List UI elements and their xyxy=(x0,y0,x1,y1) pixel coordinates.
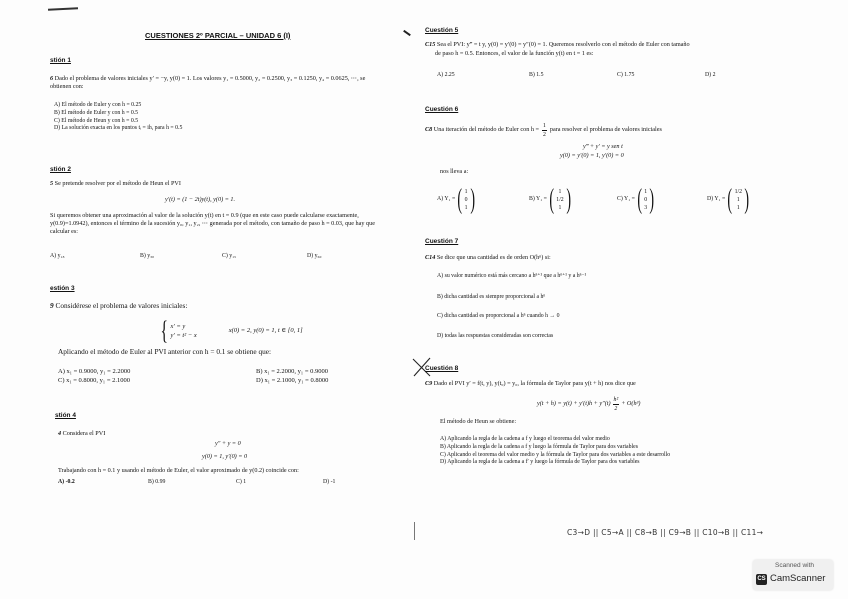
q2-heading: stión 2 xyxy=(50,166,71,173)
q3-text: Aplicando el método de Euler al PVI anterior con h = 0.1 se obtiene que: xyxy=(58,347,272,356)
q1-option-d[interactable]: D) La solución exacta en los puntos tᵢ = ih, para h = 0.5 xyxy=(54,125,183,132)
vec-entry: 1 xyxy=(558,205,562,211)
q1-option-a[interactable]: A) El método de Euler y con h = 0.25 xyxy=(54,102,142,108)
q2-option-d[interactable]: D) y₆₀ xyxy=(307,253,322,259)
q7-option-c[interactable]: C) dicha cantidad es proporcional a hⁿ cuando h → 0 xyxy=(437,313,560,319)
vec-entry: 1 xyxy=(558,189,562,195)
paren-right: ) xyxy=(744,184,750,215)
q3-eq1: x′ = y xyxy=(170,323,186,330)
q8-taylor-formula xyxy=(537,396,640,413)
paren-right: ) xyxy=(469,184,475,215)
q5-option-c[interactable]: C) 1.75 xyxy=(617,72,635,78)
q6-option-a[interactable] xyxy=(437,186,477,214)
camscanner-watermark xyxy=(753,560,833,590)
vec-entry: 1 xyxy=(644,189,648,195)
q2-option-c[interactable]: C) y₁₅ xyxy=(222,253,237,259)
right-page xyxy=(415,0,848,599)
q7-text: Se dice que una cantidad es de orden O(hⁿ) si: xyxy=(436,254,551,261)
q4-eq2: y(0) = 1, y′(0) = 0 xyxy=(202,453,248,460)
q7-option-a[interactable]: A) su valor numérico está más cercano a hⁿ⁺¹ que a hⁿ⁺¹ y a hⁿ⁻¹ xyxy=(437,273,587,279)
q6-leads: nos lleva a: xyxy=(440,168,469,175)
q4-option-b[interactable]: B) 0.99 xyxy=(148,479,166,485)
q8-option-d[interactable]: D) Aplicando la regla de la cadena a f′ y luego la fórmula de Taylor para dos variables xyxy=(440,459,640,466)
q8-option-c[interactable]: C) Aplicando el teorema del valor medio y la fórmula de Taylor para dos variables a este desarrollo xyxy=(440,451,671,458)
watermark-line1: Scanned with xyxy=(775,562,815,569)
vec-entry: 1/2 xyxy=(556,197,564,203)
q8-frac-num: h² xyxy=(613,397,619,403)
q8-statement xyxy=(425,380,636,388)
q2-option-a[interactable]: A) y₁₈ xyxy=(50,253,65,259)
vec-entry: 0 xyxy=(644,197,648,203)
vec-entry: 1/2 xyxy=(734,189,743,195)
q1-options xyxy=(54,102,182,133)
q4-intro xyxy=(58,430,105,438)
vec-entry: 1 xyxy=(464,205,468,211)
q6-eq2: y(0) = y′(0) = 1, y′(0) = 0 xyxy=(560,152,624,159)
q1-statement xyxy=(50,75,385,91)
q5-line1 xyxy=(425,41,690,49)
q4-option-d[interactable]: D) -1 xyxy=(323,479,336,485)
q7-statement xyxy=(425,254,551,262)
q6-options xyxy=(437,186,837,218)
q3-option-b[interactable]: B) x₁ = 2.2000, y₁ = 0.9000 xyxy=(256,368,328,375)
q2-number: 5 xyxy=(50,180,54,187)
q7-option-b[interactable]: B) dicha cantidad es siempre proporcional a hⁿ xyxy=(437,294,546,300)
q3-brace: { xyxy=(160,316,168,345)
q2-intro xyxy=(50,180,181,188)
q3-intro-text: Considérese el problema de valores iniciales: xyxy=(55,301,188,310)
q3-heading: estión 3 xyxy=(50,285,75,292)
q6-option-b-label: B) Y₁ = xyxy=(529,196,547,203)
document-title: CUESTIONES 2º PARCIAL – UNIDAD 6 (I) xyxy=(145,31,291,40)
q3-options xyxy=(58,368,378,388)
q4-option-c[interactable]: C) 1 xyxy=(236,479,247,485)
q2-text: Si queremos obtener una aproximación al valor de la solución y(t) en t = 0.9 (que en este caso puede calcularse exactamente, y(0.9)=1.0942), entonces el término de la sucesión y₀, y₁, y₂, ⋯ generada por el método, con tamaño de paso h = 0.03, que hay que calcular es: xyxy=(50,212,375,236)
handwritten-answers: C3→D || C5→A || C8→B || C9→B || C10→B || C11→ xyxy=(567,528,764,537)
q8-eq-b: + O(h³) xyxy=(621,400,641,408)
q5-number: C15 xyxy=(425,41,436,48)
paren-right: ) xyxy=(649,184,655,215)
q3-option-c[interactable]: C) x₁ = 0.8000, y₁ = 2.1000 xyxy=(58,377,130,384)
q6-option-b[interactable] xyxy=(529,186,573,214)
q5-option-b[interactable]: B) 1.5 xyxy=(529,72,544,78)
q8-frac-den: 2 xyxy=(614,406,618,412)
q6-text-b: para resolver el problema de valores iniciales xyxy=(549,126,662,134)
q1-option-b[interactable]: B) El método de Euler y con h = 0.5 xyxy=(54,109,139,116)
paren-left: ( xyxy=(549,184,554,215)
q4-eq1: y″ + y = 0 xyxy=(215,440,241,447)
q6-eq1: y‴ + y′ = y sen t xyxy=(583,143,623,150)
q4-option-a[interactable]: A) -0.2 xyxy=(58,479,75,485)
q5-option-d[interactable]: D) 2 xyxy=(705,72,716,78)
q1-option-c[interactable]: C) El método de Heun y con h = 0.5 xyxy=(54,117,139,124)
q7-option-d[interactable]: D) todas las respuestas consideradas son correctas xyxy=(437,333,554,339)
q8-heun: El método de Heun se obtiene: xyxy=(440,418,517,425)
paren-right: ) xyxy=(566,184,571,215)
q3-option-d[interactable]: D) x₁ = 2.1000, y₁ = 0.8000 xyxy=(256,377,329,384)
q6-option-d-vector xyxy=(735,188,742,212)
q3-intro xyxy=(50,301,187,310)
paren-left: ( xyxy=(727,184,733,215)
q1-text: Dado el problema de valores iniciales y′ = −y, y(0) = 1. Los valores y₁ = 0.5000, y₂ = 0.2500, y₃ = 0.1250, y₄ = 0.0625, ⋯, se obtienen con: xyxy=(50,75,366,91)
q8-eq-a: y(t + h) = y(t) + y′(t)h + y″(t) xyxy=(537,400,611,408)
q5-heading: Cuestión 5 xyxy=(425,27,459,34)
q3-system-equations xyxy=(170,322,196,340)
vec-entry: 1 xyxy=(736,205,740,211)
q6-option-d[interactable] xyxy=(707,186,751,214)
q7-heading: Cuestión 7 xyxy=(425,238,459,245)
q6-option-a-label: A) Y₁ = xyxy=(437,196,456,203)
q6-frac-den: 2 xyxy=(542,132,546,138)
vec-entry: 1 xyxy=(736,197,740,203)
q8-number: C9 xyxy=(425,380,433,387)
q7-number: C14 xyxy=(425,254,436,261)
q6-option-c-label: C) Y₁ = xyxy=(617,196,635,203)
q6-option-c-vector xyxy=(644,188,647,212)
q8-option-b[interactable]: B) Aplicando la regla de la cadena a f y luego la fórmula de Taylor para dos variables xyxy=(440,443,638,450)
q3-eq2: y′ = t² − x xyxy=(170,332,197,339)
q4-intro-text: Considera el PVI xyxy=(62,430,106,437)
left-page xyxy=(0,0,405,599)
q6-heading: Cuestión 6 xyxy=(425,106,459,113)
camscanner-logo-icon: CS xyxy=(756,574,767,585)
q8-text: Dado el PVI y′ = f(t, y), y(t₀) = y₀, la fórmula de Taylor para y(t + h) nos dice que xyxy=(433,380,636,387)
q6-number: C8 xyxy=(425,126,433,134)
q5-text2: de paso h = 0.5. Entonces, el valor de la función y(t) en t = 1 es: xyxy=(435,50,594,57)
q6-option-b-vector xyxy=(556,188,563,212)
q6-option-d-label: D) Y₁ = xyxy=(707,196,726,203)
paren-left: ( xyxy=(637,184,642,215)
q3-number: 9 xyxy=(50,301,54,310)
q2-intro-text: Se pretende resolver por el método de Heun el PVI xyxy=(54,180,181,187)
q3-system xyxy=(158,318,303,344)
q4-number: 4 xyxy=(58,430,62,437)
q8-options xyxy=(440,436,670,467)
vec-entry: 0 xyxy=(464,197,468,203)
paren-left: ( xyxy=(457,184,463,215)
q5-option-a[interactable]: A) 2.25 xyxy=(437,72,455,78)
q3-option-a[interactable]: A) x₁ = 0.9000, y₁ = 2.2000 xyxy=(58,368,131,375)
q6-option-c[interactable] xyxy=(617,186,657,214)
q4-heading: stión 4 xyxy=(55,412,76,419)
q6-text-a: Una iteración del método de Euler con h = xyxy=(433,126,539,134)
watermark-brand: CamScanner xyxy=(770,573,826,584)
q8-heading: Cuestión 8 xyxy=(425,365,459,372)
q6-frac-num: 1 xyxy=(542,123,546,129)
scan-mark xyxy=(48,7,78,11)
q6-option-a-vector xyxy=(465,188,468,212)
q2-option-b[interactable]: B) y₃₀ xyxy=(140,253,155,259)
q1-heading: stión 1 xyxy=(50,57,71,64)
vec-entry: 3 xyxy=(644,205,648,211)
q3-conditions: x(0) = 2, y(0) = 1, t ∈ [0, 1] xyxy=(228,326,303,334)
q4-text: Trabajando con h = 0.1 y usando el método de Euler, el valor aproximado de y(0.2) coincide con: xyxy=(58,467,299,474)
q2-equation: y′(t) = (1 − 2t)y(t), y(0) = 1. xyxy=(165,196,236,203)
q6-fraction xyxy=(542,122,547,139)
q8-option-a[interactable]: A) Aplicando la regla de la cadena a f y luego el teorema del valor medio xyxy=(440,436,610,442)
q1-number: 6 xyxy=(50,75,54,82)
q5-text1: Sea el PVI: y‴ = t y, y(0) = y′(0) = y″(0) = 1. Queremos resolverlo con el método de Euler con tamaño xyxy=(436,41,690,48)
q6-statement xyxy=(425,122,662,139)
q8-fraction xyxy=(613,396,620,413)
vec-entry: 1 xyxy=(464,189,468,195)
